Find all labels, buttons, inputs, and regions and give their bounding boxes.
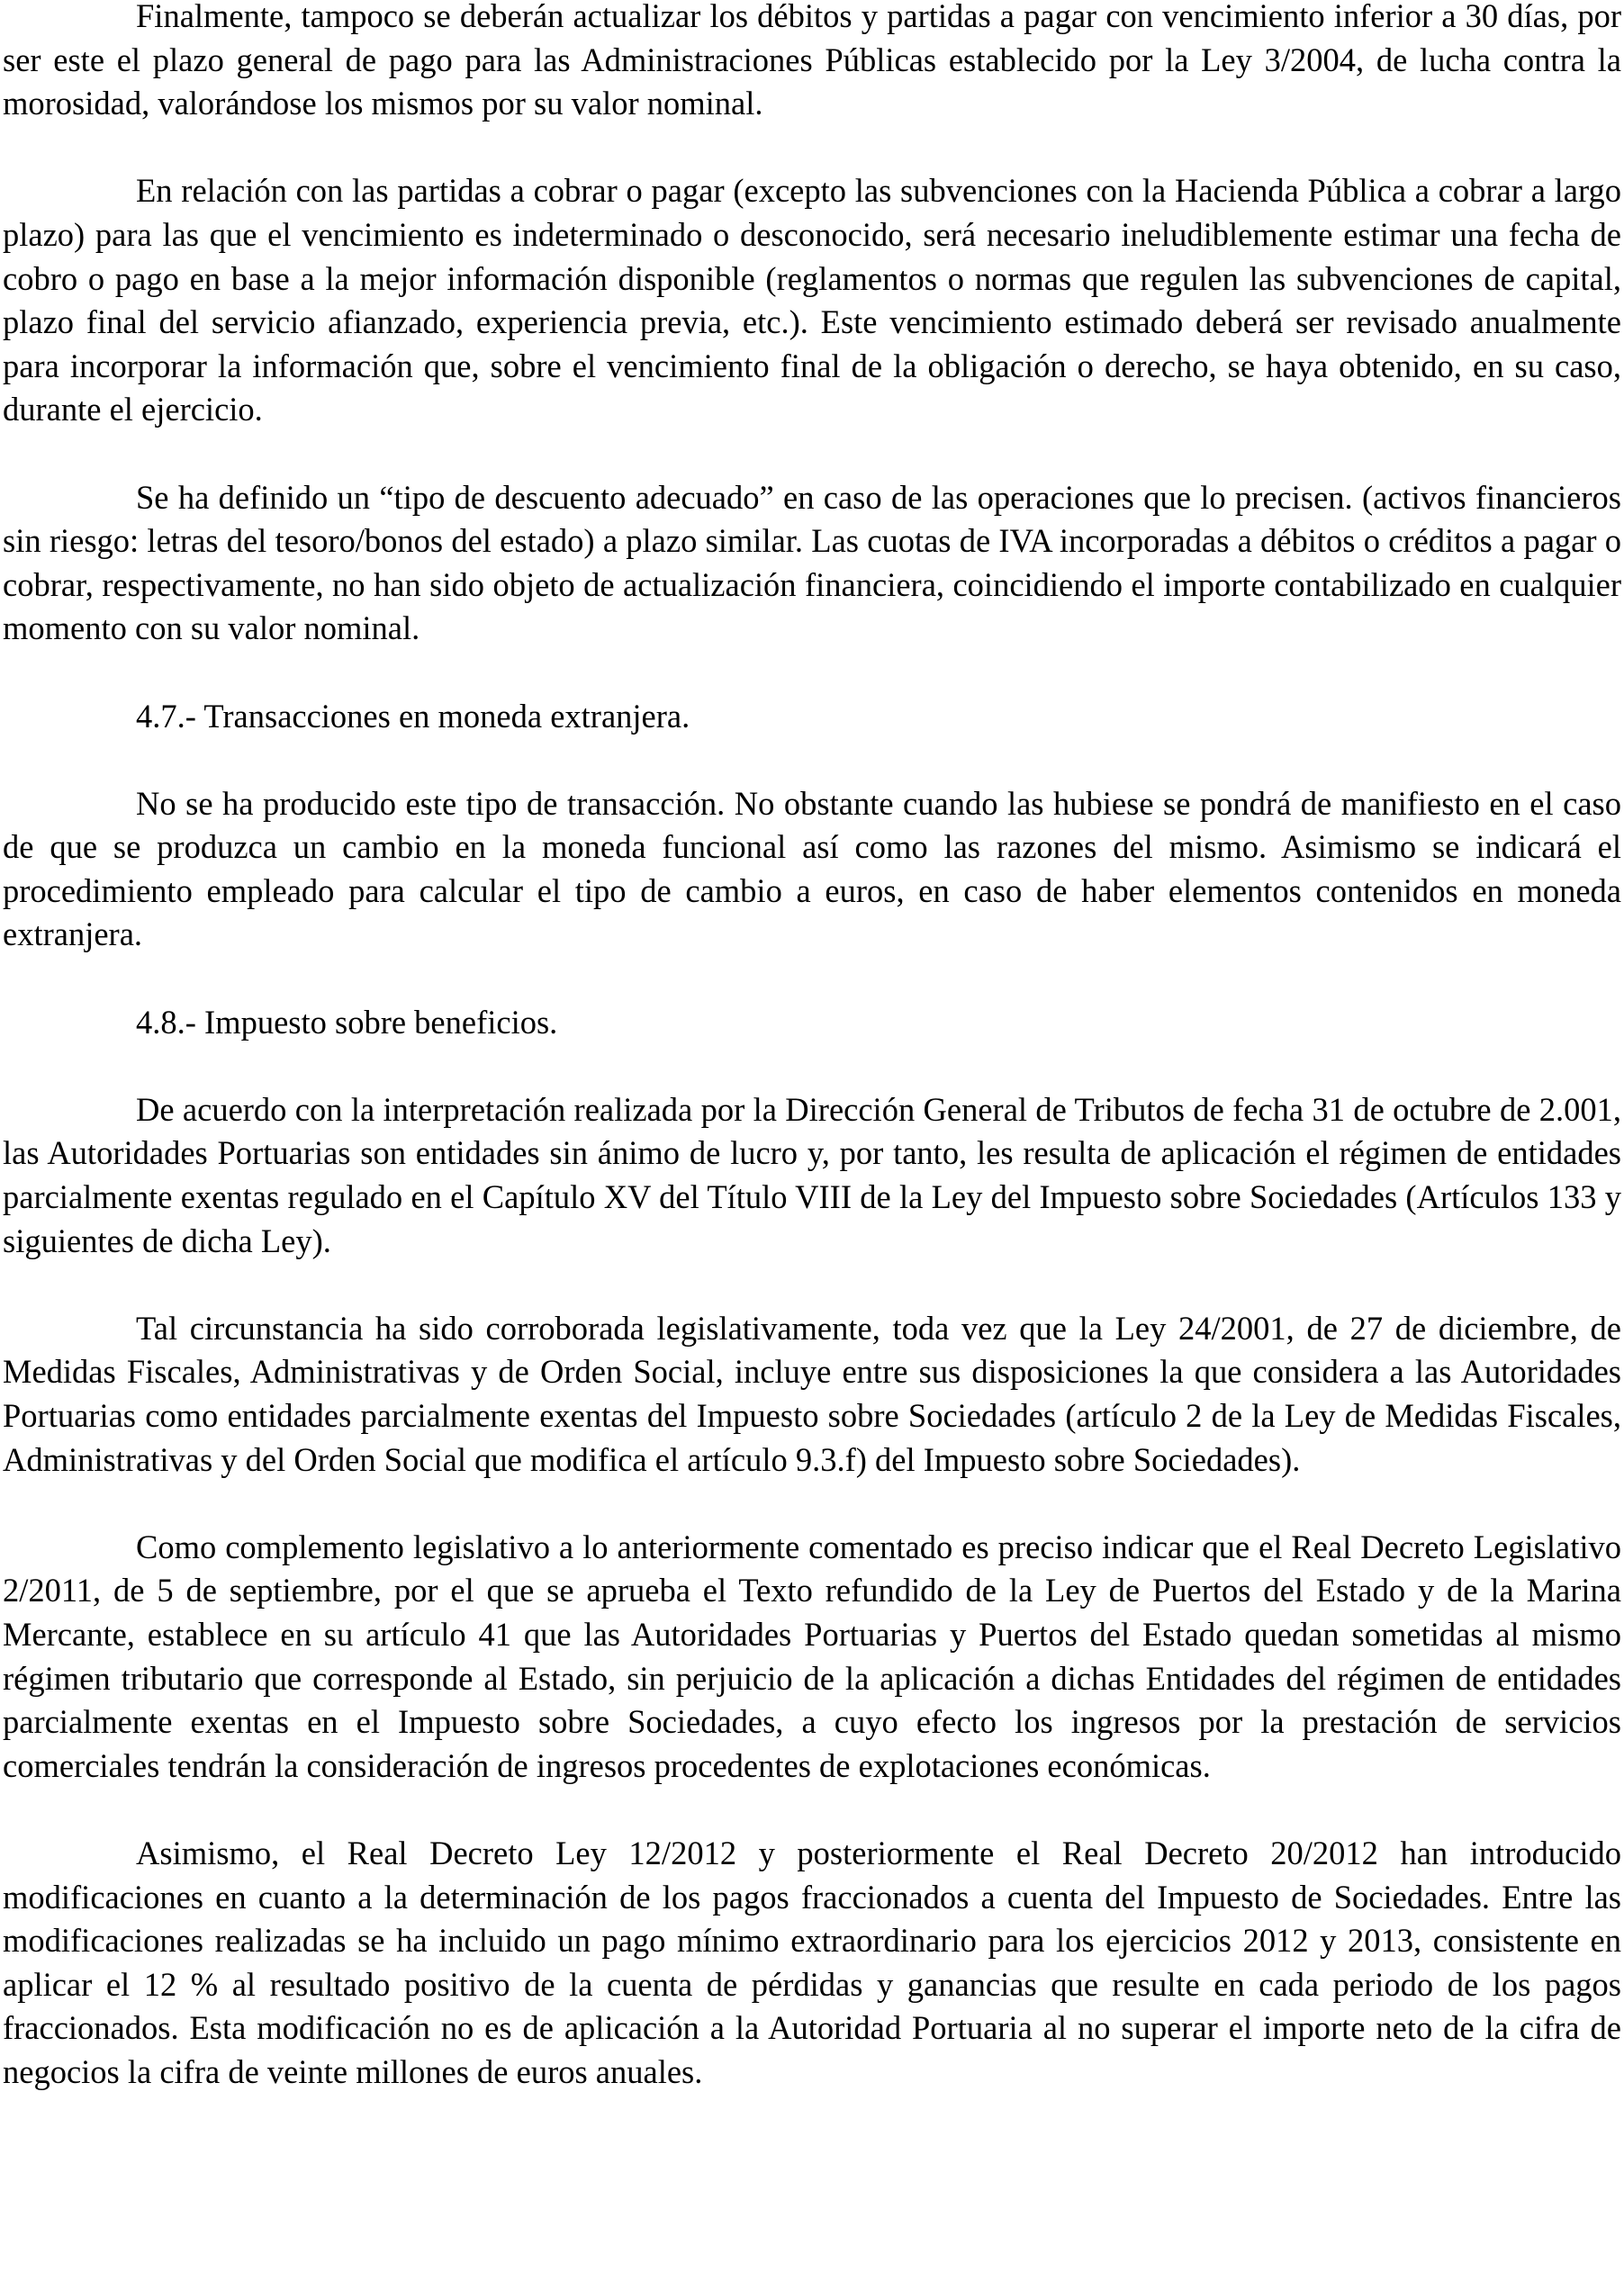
paragraph-transaccion-moneda: No se ha producido este tipo de transacción. No obstante cuando las hubiese se pondrá de manifiesto en el caso de que se produzca un cambio en la moneda funcional así como las razones del mismo. Asimismo se indicará el procedimiento empleado para calcular el tipo de cambio a euros, en caso de haber elementos contenidos en moneda extranjera. [3,784,1621,953]
document-page [3,0,1621,2138]
paragraph-interpretacion-tributos: De acuerdo con la interpretación realizada por la Dirección General de Tributos de fecha 31 de octubre de 2.001, las Autoridades Portuarias son entidades sin ánimo de lucro y, por tanto, les resulta de aplicación el régimen de entidades parcialmente exentas regulado en el Capítulo XV del Título VIII de la Ley del Impuesto sobre Sociedades (Artículos 133 y siguientes de dicha Ley). [3,1090,1621,1259]
paragraph-ley-24-2001: Tal circunstancia ha sido corroborada legislativamente, toda vez que la Ley 24/2001, de 27 de diciembre, de Medidas Fiscales, Administrativas y de Orden Social, incluye entre sus disposiciones la que considera a las Autoridades Portuarias como entidades parcialmente exentas del Impuesto sobre Sociedades (artículo 2 de la Ley de Medidas Fiscales, Administrativas y del Orden Social que modifica el artículo 9.3.f) del Impuesto sobre Sociedades). [3,1309,1621,1478]
paragraph-vencimiento-indeterminado: En relación con las partidas a cobrar o pagar (excepto las subvenciones con la Hacienda Pública a cobrar a largo plazo) para las que el vencimiento es indeterminado o desconocido, será necesario ineludiblemente estimar una fecha de cobro o pago en base a la mejor información disponible (reglamentos o normas que regulen las subvenciones de capital, plazo final del servicio afianzado, experiencia previa, etc.). Este vencimiento estimado deberá ser revisado anualmente para incorporar la información que, sobre el vencimiento final de la obligación o derecho, se haya obtenido, en su caso, durante el ejercicio. [3,172,1621,428]
paragraph-pagos-fraccionados: Asimismo, el Real Decreto Ley 12/2012 y posteriormente el Real Decreto 20/2012 han introducido modificaciones en cuanto a la determinación de los pagos fraccionados a cuenta del Impuesto de Sociedades. Entre las modificaciones realizadas se ha incluido un pago mínimo extraordinario para los ejercicios 2012 y 2013, consistente en aplicar el 12 % al resultado positivo de la cuenta de pérdidas y ganancias que resulte en cada periodo de los pagos fraccionados. Esta modificación no es de aplicación a la Autoridad Portuaria al no superar el importe neto de la cifra de negocios la cifra de veinte millones de euros anuales. [3,1834,1621,2090]
paragraph-tipo-descuento: Se ha definido un “tipo de descuento adecuado” en caso de las operaciones que lo precisen. (activos financieros sin riesgo: letras del tesoro/bonos del estado) a plazo similar. Las cuotas de IVA incorporadas a débitos o créditos a pagar o cobrar, respectivamente, no han sido objeto de actualización financiera, coincidiendo el importe contabilizado en cualquier momento con su valor nominal. [3,478,1621,647]
paragraph-real-decreto-legislativo: Como complemento legislativo a lo anteriormente comentado es preciso indicar que el Real Decreto Legislativo 2/2011, de 5 de septiembre, por el que se aprueba el Texto refundido de la Ley de Puertos del Estado y de la Marina Mercante, establece en su artículo 41 que las Autoridades Portuarias y Puertos del Estado quedan sometidas al mismo régimen tributario que corresponde al Estado, sin perjuicio de la aplicación a dichas Entidades del régimen de entidades parcialmente exentas en el Impuesto sobre Sociedades, a cuyo efecto los ingresos por la prestación de servicios comerciales tendrán la consideración de ingresos procedentes de explotaciones económicas. [3,1528,1621,1784]
paragraph-debitos-vencimiento: Finalmente, tampoco se deberán actualizar los débitos y partidas a pagar con vencimiento inferior a 30 días, por ser este el plazo general de pago para las Administraciones Públicas establecido por la Ley 3/2004, de lucha contra la morosidad, valorándose los mismos por su valor nominal. [3,0,1621,122]
section-heading-impuesto-beneficios: 4.8.- Impuesto sobre beneficios. [136,1003,558,1041]
section-heading-moneda-extranjera: 4.7.- Transacciones en moneda extranjera. [136,697,690,735]
